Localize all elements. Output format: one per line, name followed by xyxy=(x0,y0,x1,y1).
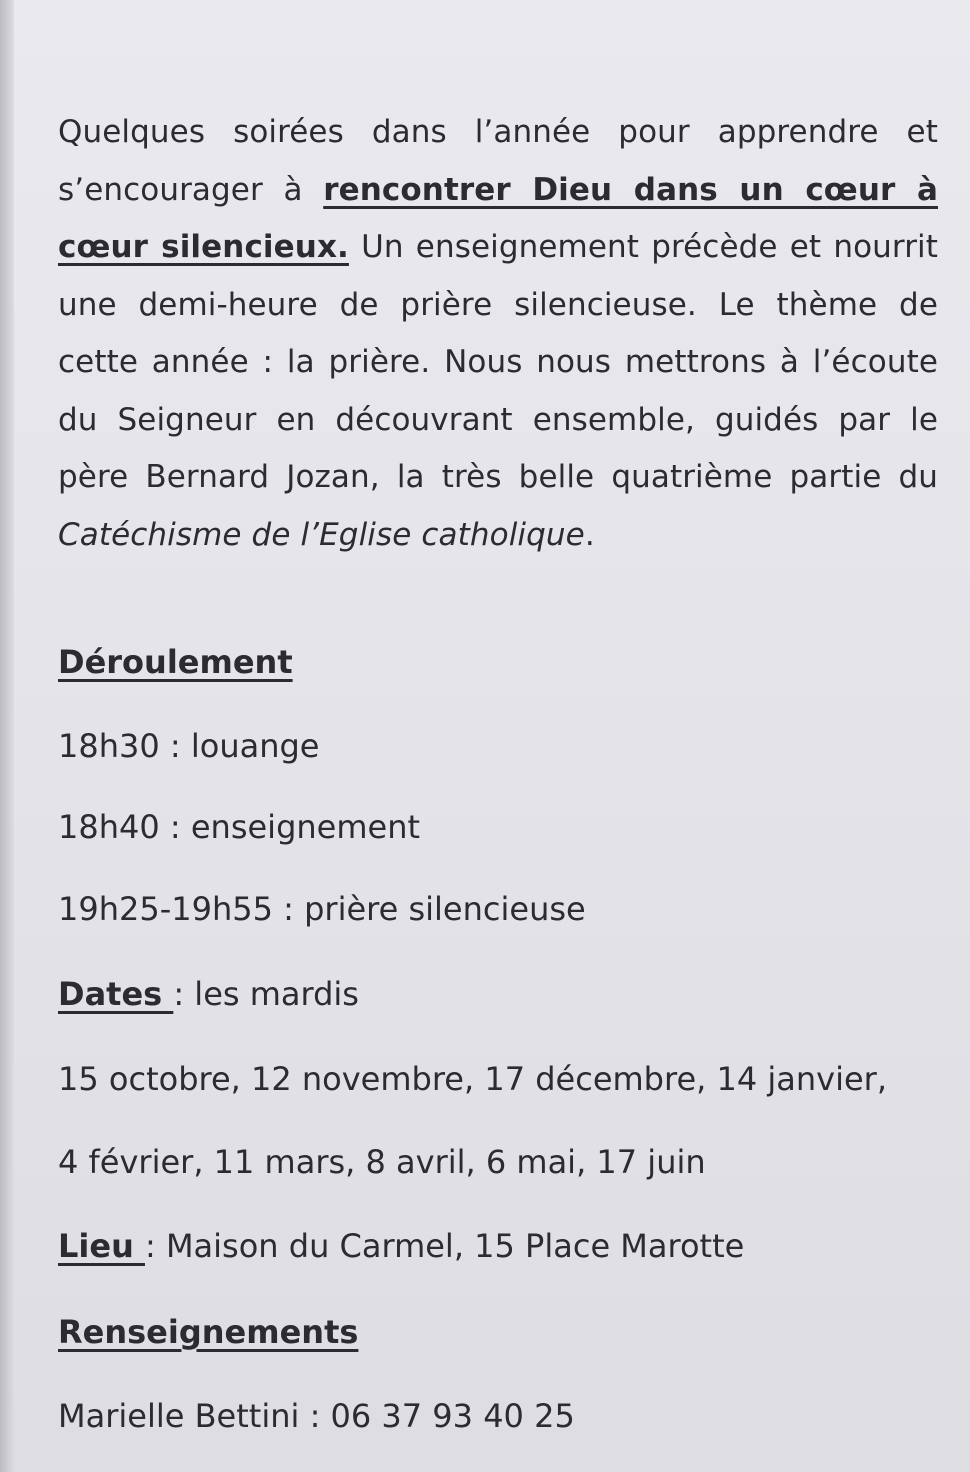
renseignements-heading: Renseignements xyxy=(58,1313,359,1351)
contact-line: Marielle Bettini : 06 37 93 40 25 xyxy=(58,1397,575,1435)
flyer-content xyxy=(58,104,939,1435)
deroulement-heading: Déroulement xyxy=(58,643,293,681)
lieu-value: : Maison du Carmel, 15 Place Marotte xyxy=(144,1227,745,1265)
book-title: Catéchisme de l’Eglise catholique xyxy=(58,516,585,553)
dates-list-line-2: 4 février, 11 mars, 8 avril, 6 mai, 17 juin xyxy=(58,1143,706,1181)
dates-list-line-1: 15 octobre, 12 novembre, 17 décembre, 14 janvier, xyxy=(58,1060,887,1098)
intro-paragraph xyxy=(58,104,938,564)
schedule-item-enseignement: 18h40 : enseignement xyxy=(58,808,421,846)
lieu-line xyxy=(58,1226,744,1266)
schedule-item-priere: 19h25-19h55 : prière silencieuse xyxy=(58,890,586,928)
intro-text-end: . xyxy=(584,516,595,553)
dates-line xyxy=(58,974,359,1014)
dates-heading: Dates xyxy=(58,975,174,1013)
lieu-heading: Lieu xyxy=(58,1227,145,1265)
intro-text-start: Quelques soirées dans l’année pour apprendre et s’encourager à xyxy=(58,114,938,208)
dates-value: : les mardis xyxy=(173,975,359,1013)
intro-text-middle: Un enseignement précède et nourrit une demi-heure de prière silencieuse. Le thème de cette année : la prière. Nous nous mettrons à l’écoute du Seigneur en découvrant ensemble, guidés par le père Bernard Jozan, la très belle quatrième partie du xyxy=(58,229,939,495)
schedule-item-louange: 18h30 : louange xyxy=(58,727,320,765)
paper-edge xyxy=(0,0,14,1472)
intro-emphasis: rencontrer Dieu dans un cœur à cœur silencieux. xyxy=(58,171,938,265)
